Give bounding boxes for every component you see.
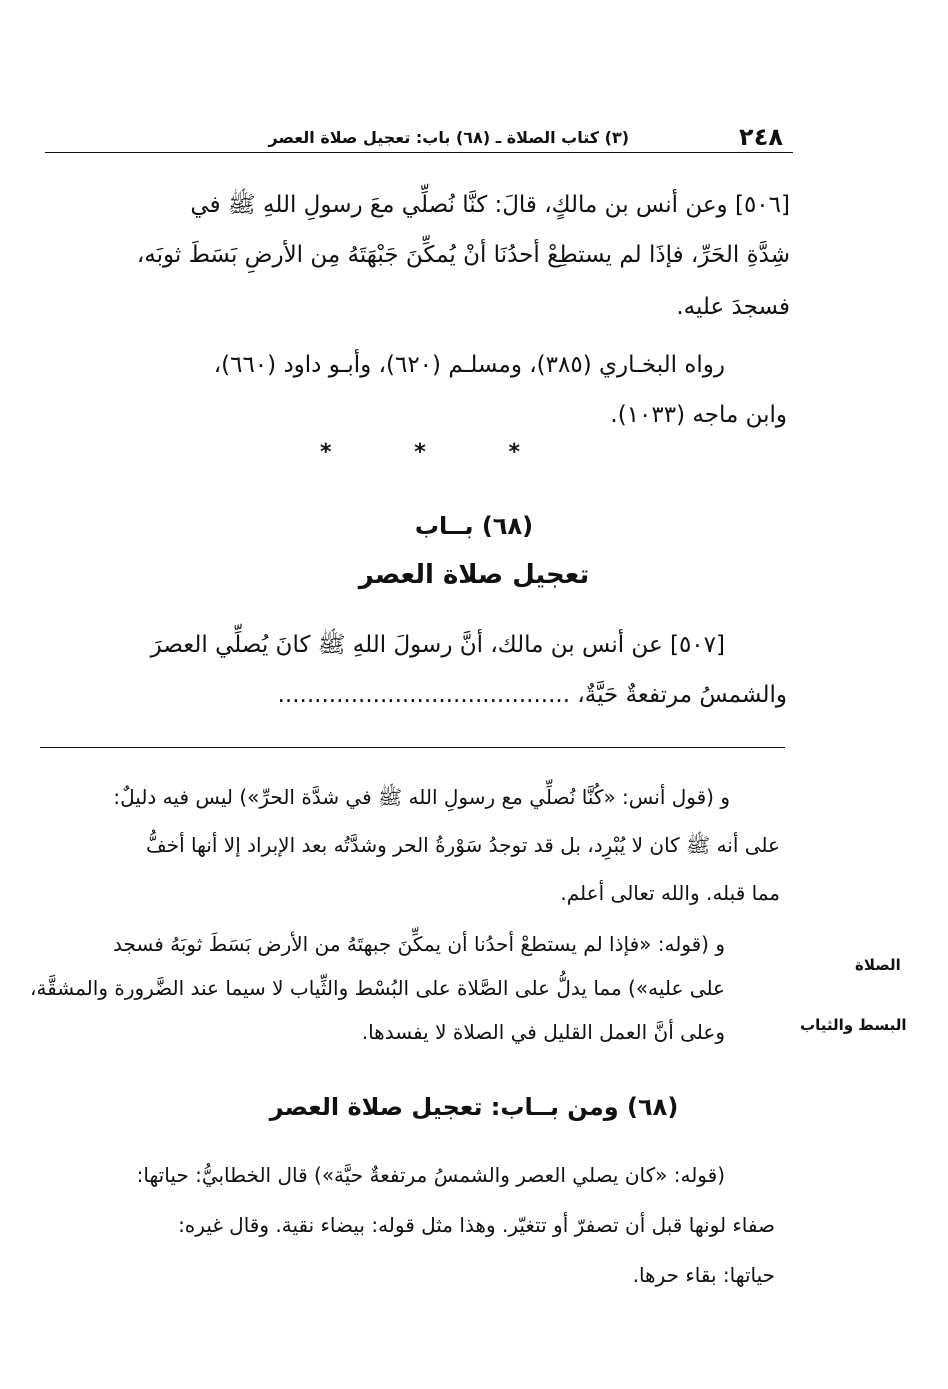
running-head: (٣) كتاب الصلاة ـ (٦٨) باب: تعجيل صلاة العصر — [268, 127, 630, 147]
chapter-title: تعجيل صلاة العصر — [358, 560, 590, 590]
text-line: شِدَّةِ الحَرِّ، فإذَا لم يستطِعْ أحدُنَا أنْ يُمكِّنَ جَبْهَتَهُ مِن الأرضِ بَسَطَ ثوبَه، — [136, 242, 790, 268]
text-line: حياتها: بقاء حرها. — [632, 1263, 775, 1287]
text-line: والشمسُ مرتفعةٌ حَيَّةٌ، ........................................ — [277, 682, 787, 708]
hadith-506-takhrij — [40, 352, 787, 442]
text-line: على عليه») مما يدلُّ على الصَّلاة على البُسْط والثِّياب لا سيما عند الضَّرورة والمشقَّة، — [29, 976, 725, 1000]
text-line: وعلى أنَّ العمل القليل في الصلاة لا يفسدها. — [361, 1020, 725, 1044]
page-header — [45, 122, 793, 153]
text-line: [٥٠٦] وعن أنس بن مالكٍ، قالَ: كنَّا نُصلِّي معَ رسولِ اللهِ ﷺ في — [190, 192, 790, 218]
text-line: رواه البخـاري (٣٨٥)، ومسلـم (٦٢٠)، وأبـو داود (٦٦٠)، — [213, 352, 725, 378]
margin-note: البسط والثياب — [800, 1016, 907, 1034]
page-number: ٢٤٨ — [739, 123, 783, 151]
commentary-block-1 — [40, 785, 780, 915]
chapter-label: (٦٨) بــاب — [414, 512, 534, 540]
commentary-chapter-heading: (٦٨) ومن بــاب: تعجيل صلاة العصر — [269, 1093, 679, 1121]
text-line: وابن ماجه (١٠٣٣). — [610, 402, 787, 428]
text-line: و (قول أنس: «كُنَّا نُصلِّي مع رسولِ الله ﷺ في شدَّة الحرِّ») ليس فيه دليلٌ: — [113, 785, 730, 809]
hadith-507 — [40, 630, 787, 730]
text-line: على أنه ﷺ كان لا يُبْرِد، بل قد توجدُ سَوْرةُ الحر وشدَّتُه بعد الإبراد إلا أنها أخفُّ — [146, 833, 780, 857]
commentary-block-3 — [35, 1163, 775, 1293]
section-separator — [320, 440, 520, 465]
text-line: [٥٠٧] عن أنس بن مالك، أنَّ رسولَ اللهِ ﷺ كانَ يُصلِّي العصرَ — [150, 632, 725, 658]
text-line: (قوله: «كان يصلي العصر والشمسُ مرتفعةٌ حيَّة») قال الخطابيُّ: حياتها: — [136, 1163, 725, 1187]
asterisk: * — [320, 440, 332, 465]
text-line: فسجدَ عليه. — [676, 294, 790, 320]
hadith-506 — [45, 190, 790, 330]
text-line: صفاء لونها قبل أن تصفرّ أو تتغيّر. وهذا مثل قوله: بيضاء نقية. وقال غيره: — [178, 1213, 775, 1237]
asterisk: * — [508, 440, 520, 465]
text-line: و (قوله: «فإذا لم يستطعْ أحدُنا أن يمكِّنَ جبهتَهُ من الأرض بَسَطَ ثوبَهُ فسجد — [112, 932, 725, 956]
asterisk: * — [414, 440, 426, 465]
text-line: مما قبله. والله تعالى أعلم. — [560, 881, 780, 905]
commentary-block-2 — [29, 932, 725, 1052]
margin-note: الصلاة — [855, 956, 901, 974]
footnote-rule — [40, 747, 785, 748]
